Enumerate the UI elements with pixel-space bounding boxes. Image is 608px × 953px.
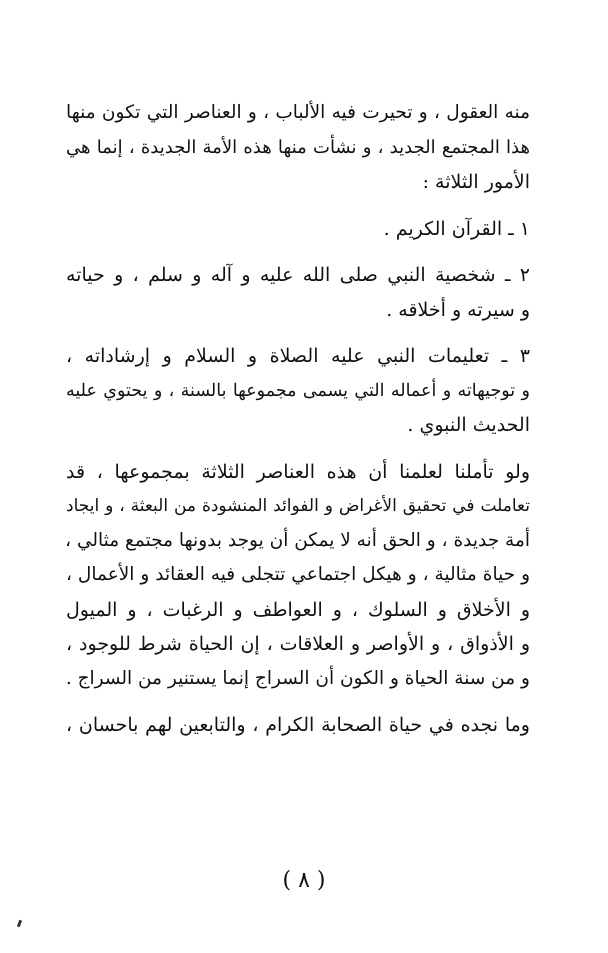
text-line: و سيرته و أخلاقه . [386,298,530,321]
paragraph-elements [66,455,530,697]
text-line: منه العقول ، و تحيرت فيه الألباب ، و العناصر التي تكون منها [66,102,530,123]
paragraph-item-2 [66,258,530,327]
paragraph-item-3 [66,339,530,443]
text-line: تعاملت في تحقيق الأغراض و الفوائد المنشودة من البعثة ، و ايجاد [66,496,530,516]
text-line: الأمور الثلاثة : [422,171,530,193]
paragraph-companions [66,708,530,743]
body-text [66,96,530,743]
text-line: و من سنة الحياة و الكون أن السراج إنما يستنير من السراج . [65,667,530,689]
text-line: و الأذواق ، و الأواصر و العلاقات ، إن الحياة شرط للوجود ، [66,633,530,655]
scan-speck [17,920,22,928]
paragraph-item-1 [66,212,530,247]
text-line: و الأخلاق و السلوك ، و العواطف و الرغبات ، و الميول [66,598,530,621]
text-line: أمة جديدة ، و الحق أنه لا يمكن أن يوجد بدونها مجتمع مثالي ، [65,529,530,551]
text-line: ولو تأملنا لعلمنا أن هذه العناصر الثلاثة بمجموعها ، قد [66,460,530,483]
text-line: و توجيهاته و أعماله التي يسمى مجموعها بالسنة ، و يحتوي عليه [66,380,530,401]
text-line: هذا المجتمع الجديد ، و نشأت منها هذه الأمة الجديدة ، إنما هي [66,136,530,158]
text-line: الحديث النبوي . [407,414,530,436]
page-number: ( ٨ ) [282,868,326,893]
paragraph-intro [66,96,530,200]
text-line: ٣ ـ تعليمات النبي عليه الصلاة و السلام و إرشاداته ، [66,345,530,367]
text-line: و حياة مثالية ، و هيكل اجتماعي تتجلى فيه العقائد و الأعمال ، [66,564,530,585]
text-line: وما نجده في حياة الصحابة الكرام ، والتابعين لهم باحسان ، [66,714,530,736]
text-line: ٢ ـ شخصية النبي صلى الله عليه و آله و سلم ، و حياته [66,264,530,286]
text-line: ١ ـ القرآن الكريم . [383,217,530,240]
